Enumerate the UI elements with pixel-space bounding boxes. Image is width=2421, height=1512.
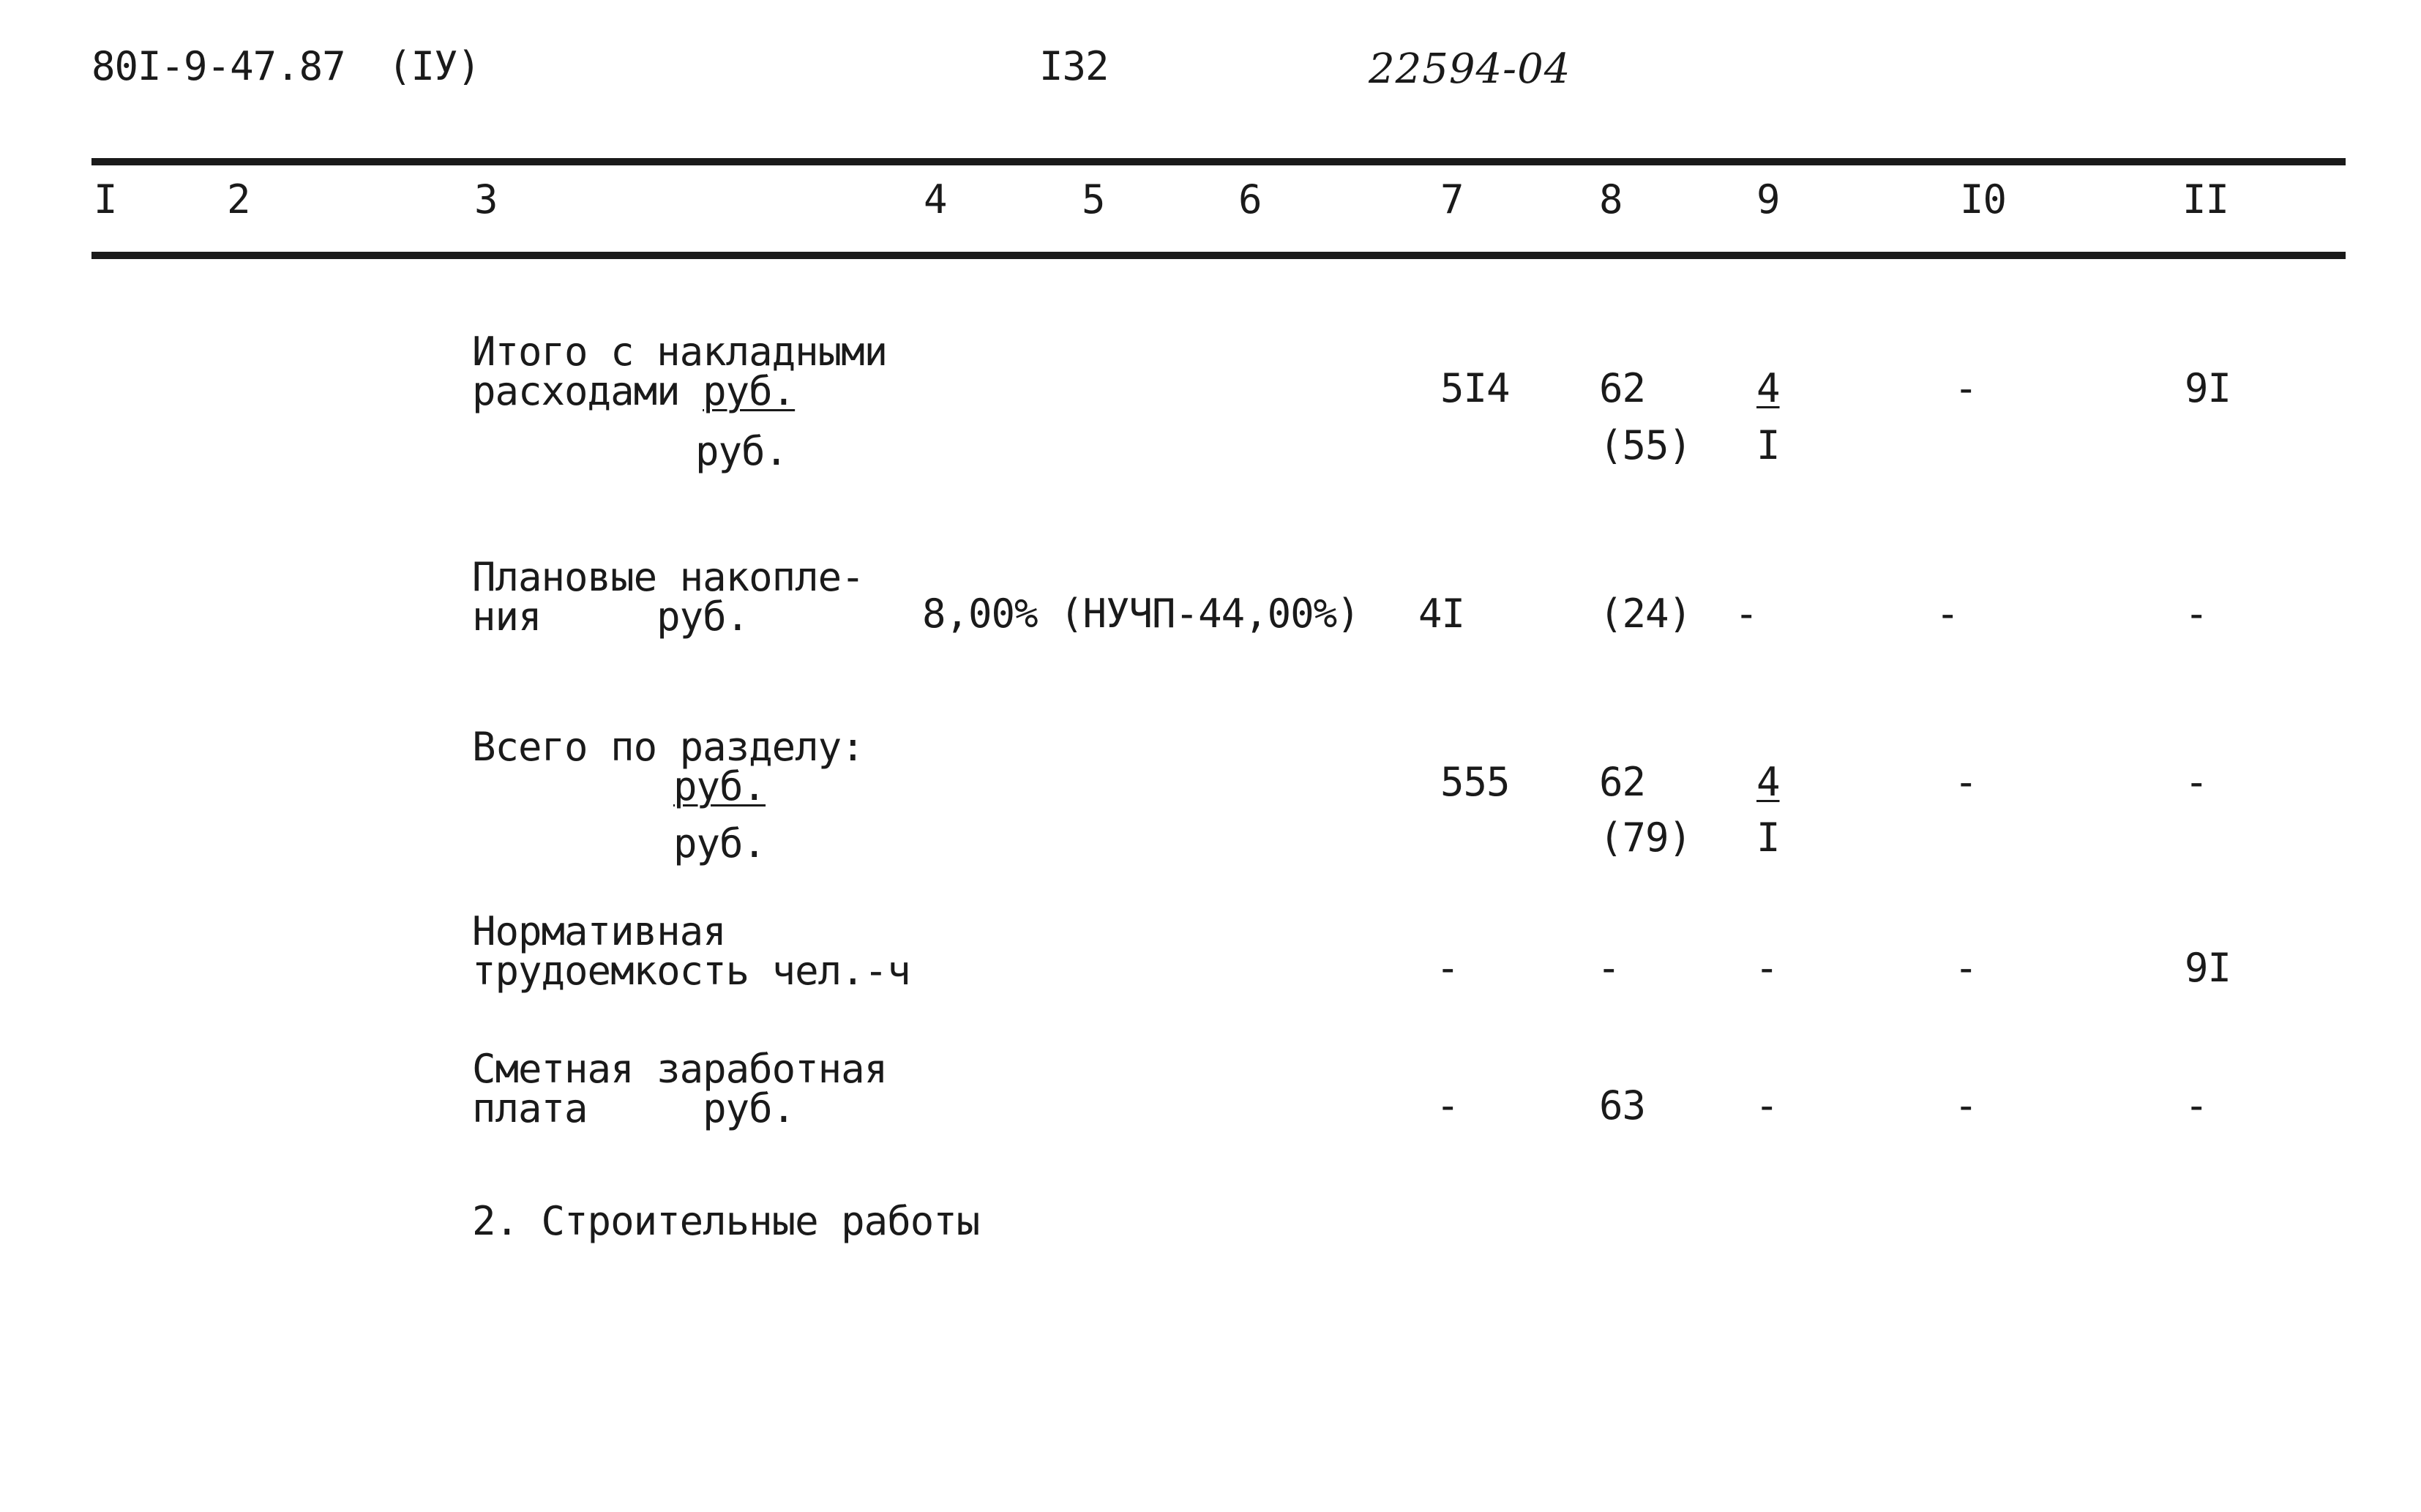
cell-col9: 4 bbox=[1756, 365, 1780, 411]
cell-col9: - bbox=[1735, 591, 1758, 637]
row-unit: руб. bbox=[673, 820, 766, 867]
column-header: 8 bbox=[1599, 176, 1623, 222]
cell-col8: 62 bbox=[1599, 365, 1646, 411]
column-header: 7 bbox=[1440, 176, 1464, 222]
cell-col11: - bbox=[2185, 591, 2208, 637]
table-header-bottom-rule bbox=[91, 252, 2346, 259]
page-number: I32 bbox=[1039, 43, 1109, 89]
cell-col7: - bbox=[1436, 1082, 1459, 1129]
cell-col9: - bbox=[1755, 945, 1778, 991]
cell-col9: - bbox=[1755, 1082, 1778, 1129]
column-header: 5 bbox=[1082, 176, 1105, 222]
cell-col8: 63 bbox=[1599, 1082, 1646, 1129]
row-label: Нормативная bbox=[472, 908, 726, 954]
column-header: I bbox=[94, 176, 117, 222]
cell-col10: - bbox=[1954, 365, 1977, 411]
cell-col7: 4I bbox=[1418, 591, 1465, 637]
cell-col10: - bbox=[1936, 591, 1959, 637]
table-top-rule bbox=[91, 158, 2346, 165]
cell-col4: 8,00% bbox=[922, 591, 1038, 637]
cell-col7: - bbox=[1436, 945, 1459, 991]
row-unit: руб. bbox=[673, 763, 766, 809]
column-header: 9 bbox=[1756, 176, 1780, 222]
column-header: 6 bbox=[1238, 176, 1262, 222]
column-header: 2 bbox=[227, 176, 250, 222]
row-label: расходами руб. bbox=[472, 368, 796, 414]
cell-col8: (79) bbox=[1599, 815, 1692, 861]
handwritten-number: 22594-04 bbox=[1369, 45, 1571, 93]
row-label: ния руб. bbox=[472, 594, 749, 640]
column-header: 4 bbox=[924, 176, 947, 222]
cell-col7: 5I4 bbox=[1440, 365, 1510, 411]
row-label: Плановые накопле- bbox=[472, 554, 864, 600]
cell-col9: I bbox=[1756, 815, 1780, 861]
cell-col8: - bbox=[1597, 945, 1620, 991]
cell-col11: 9I bbox=[2185, 365, 2231, 411]
cell-col8: (55) bbox=[1599, 422, 1692, 468]
cell-col11: 9I bbox=[2185, 945, 2231, 991]
row-unit: руб. bbox=[695, 428, 788, 474]
row-label: Сметная заработная bbox=[472, 1046, 888, 1092]
cell-col9: I bbox=[1756, 422, 1780, 468]
cell-col8: (24) bbox=[1599, 591, 1692, 637]
volume-label: (IУ) bbox=[388, 43, 481, 89]
row-label: Итого с накладными bbox=[472, 329, 888, 375]
row-label: Всего по разделу: bbox=[472, 724, 864, 770]
column-header: I0 bbox=[1960, 176, 2007, 222]
cell-col11: - bbox=[2185, 1082, 2208, 1129]
column-header: II bbox=[2182, 176, 2229, 222]
cell-col11: - bbox=[2185, 759, 2208, 805]
section-heading: 2. Строительные работы bbox=[472, 1198, 980, 1244]
cell-col5-6: (НУЧП-44,00%) bbox=[1060, 591, 1360, 637]
cell-col9: 4 bbox=[1756, 759, 1780, 805]
cell-col10: - bbox=[1954, 1082, 1977, 1129]
row-label: трудоемкость чел.-ч bbox=[472, 948, 910, 994]
cell-col7: 555 bbox=[1440, 759, 1510, 805]
cell-col10: - bbox=[1954, 945, 1977, 991]
cell-col8: 62 bbox=[1599, 759, 1646, 805]
column-header: 3 bbox=[474, 176, 498, 222]
cell-col10: - bbox=[1954, 759, 1977, 805]
row-label: плата руб. bbox=[472, 1085, 796, 1131]
document-code: 80I-9-47.87 bbox=[91, 43, 345, 89]
